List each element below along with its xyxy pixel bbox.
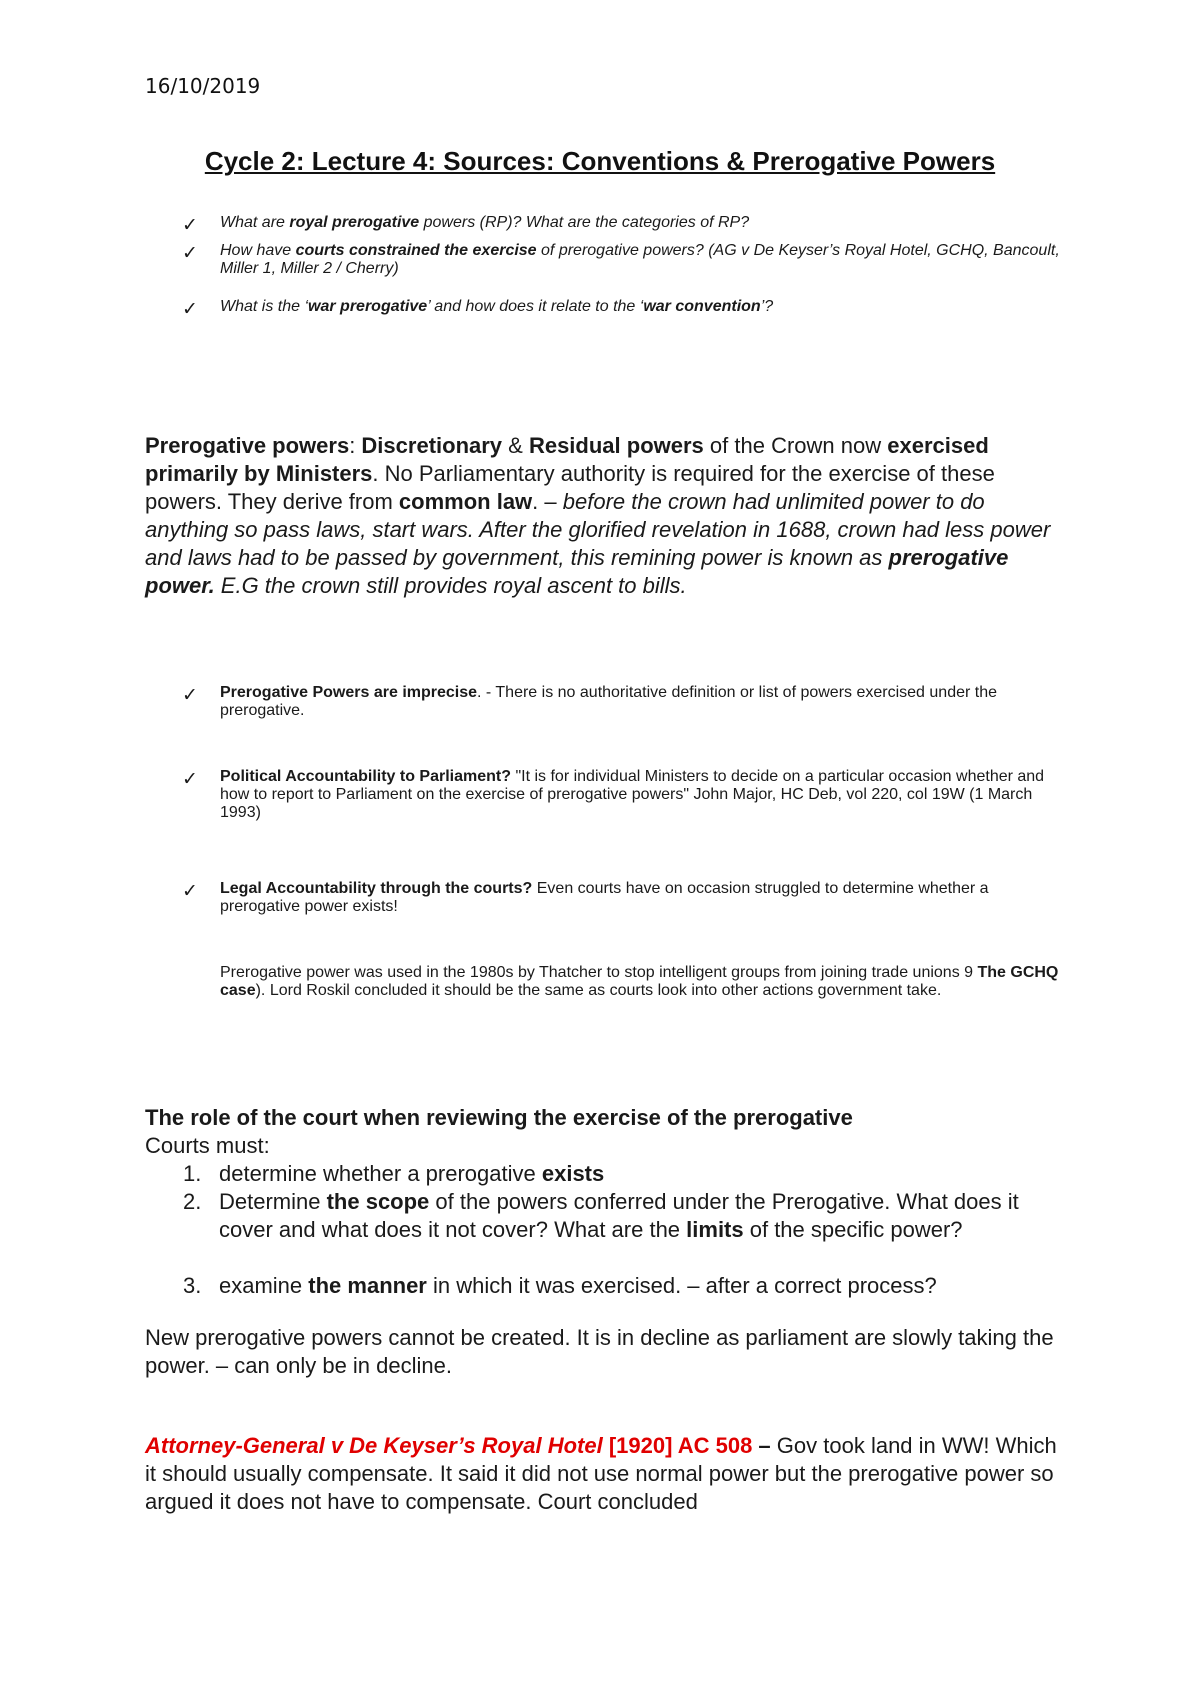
intro-paragraph: Prerogative powers: Discretionary & Residual powers of the Crown now exercised primarily by Ministers. No Parliamentary authority is required for the exercise of these powers. They derive from common law. – before the crown had unlimited power to do anything so pass laws, start wars. After the glorified revelation in 1688, crown had less power and laws had to be passed by government, this remining power is known as prerogative power. E.G the crown still provides royal ascent to bills. [145, 433, 1051, 598]
role-heading: The role of the court when reviewing the exercise of the prerogative [145, 1105, 853, 1130]
question-item: ✓ How have courts constrained the exercise of prerogative powers? (AG v De Keyser’s Royal Hotel, GCHQ, Bancoult, Miller 1, Miller 2 / Cherry) [182, 242, 1060, 277]
check-mark-icon: ✓ [182, 768, 198, 790]
check-mark-icon: ✓ [182, 242, 198, 264]
point-item: ✓ Political Accountability to Parliament? "It is for individual Ministers to decide on a particular occasion whether and how to report to Parliament on the exercise of prerogative powers" John Major, HC Deb, vol 220, col 19W (1 March 1993) [182, 768, 1045, 821]
case-paragraph: Attorney-General v De Keyser’s Royal Hotel [1920] AC 508 – Gov took land in WW! Which it should usually compensate. It said it did not use normal power but the prerogative power so argued it does not have to compensate. Court concluded [145, 1433, 1057, 1514]
decline-paragraph: New prerogative powers cannot be created. It is in decline as parliament are slowly taking the power. – can only be in decline. [145, 1325, 1054, 1378]
question-item: ✓ What are royal prerogative powers (RP)? What are the categories of RP? [182, 214, 750, 236]
question-item: ✓ What is the ‘war prerogative’ and how does it relate to the ‘war convention’? [182, 298, 774, 320]
point-item: ✓ Prerogative Powers are imprecise. - There is no authoritative definition or list of powers exercised under the prerogative. [182, 684, 998, 719]
date: 16/10/2019 [145, 74, 261, 98]
check-mark-icon: ✓ [182, 214, 198, 236]
role-intro: Courts must: [145, 1133, 270, 1158]
document-page: 16/10/2019 Cycle 2: Lecture 4: Sources: Conventions & Prerogative Powers ✓ What are royal prerogative powers (RP)? What are the categories of RP? ✓ How have courts constrained the exercise of prerogative powers? (AG v De Keyser’s Royal Hotel, GCHQ, Bancoult, Miller 1, Miller 2 / Cherry) ✓ What is the ‘war prerogative’ and how does it relate to the ‘war convention’? Prerogative powers: Discretionary & Residual powers of the Crown now exercised primarily by Ministers. No Parliamentary authority is required for the exercise of these powers. They derive from common law. – before the crown had unlimited power to do anything so pass laws, start wars. After the glorified revelation in 1688, crown had less power and laws had to be passed by government, this remining power is known as prerogative power. E.G the crown still provides royal ascent to bills. ✓ Prerogative Powers are imprecise. - There is no authoritative definition or list of powers exercised under the prerogative. ✓ Political Accountability to Parliament? "It is for individual Ministers to decide on a particular occasion whether and how to report to Parliament on the exercise of prerogative powers" John Major, HC Deb, vol 220, col 19W (1 March 1993) ✓ Legal Accountability through the courts? Even courts have on occasion struggled to determine whether a prerogative power exists! Prerogative power was used in the 1980s by Thatcher to stop intelligent groups from joining trade unions 9 The GCHQ case). Lord Roskil concluded it should be the same as courts look into other actions government take. The role of the court when reviewing the exercise of the prerogative Courts must: 1. determine whether a prerogative exists 2. Determine the scope of the powers conferred under the Prerogative. What does it cover and what does it not cover? What are the limits of the specific power? 3. examine the manner in which it was exercised. – after a correct process? New prerogative powers cannot be created. It is in decline as parliament are slowly taking the power. – can only be in decline. Attorney-General v De Keyser’s Royal Hotel [1920] AC 508 – Gov took land in WW! Which it should usually compensate. It said it did not use normal power but the prerogative power so argued it does not have to compensate. Court concluded [0, 0, 1200, 1698]
point-item: ✓ Legal Accountability through the courts? Even courts have on occasion struggled to determine whether a prerogative power exists! [182, 880, 989, 915]
gchq-paragraph: Prerogative power was used in the 1980s by Thatcher to stop intelligent groups from joining trade unions 9 The GCHQ case). Lord Roskil concluded it should be the same as courts look into other actions government take. [220, 964, 1059, 999]
page-title: Cycle 2: Lecture 4: Sources: Conventions & Prerogative Powers [204, 146, 996, 176]
check-mark-icon: ✓ [182, 684, 198, 706]
check-mark-icon: ✓ [182, 298, 198, 320]
case-citation: [1920] AC 508 [602, 1433, 753, 1458]
check-mark-icon: ✓ [182, 880, 198, 902]
case-name: Attorney-General v De Keyser’s Royal Hotel [145, 1433, 603, 1458]
